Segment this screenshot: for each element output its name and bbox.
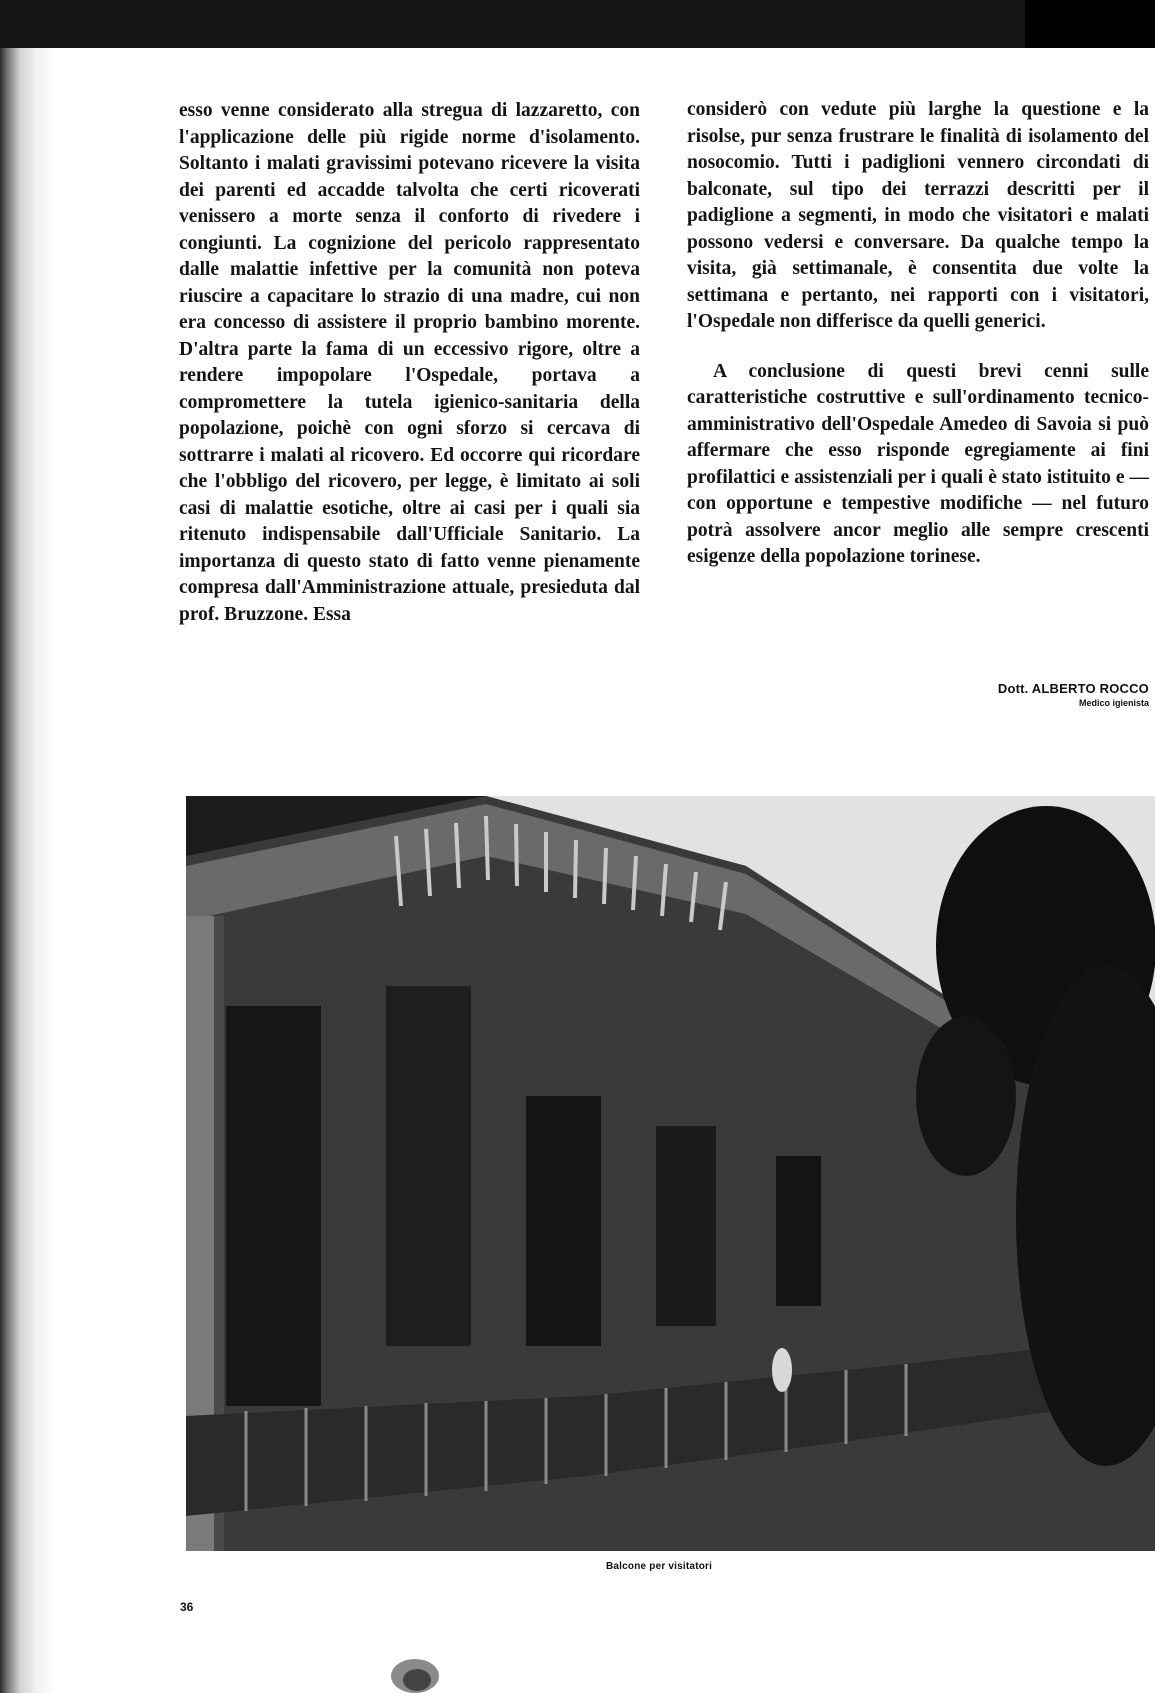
article-right-column [687,97,1149,571]
balcony-photo [186,796,1155,1551]
right-paragraph-2: A conclusione di questi brevi cenni sulle caratteristiche costruttive e sull'ordinamento tecnico-amministrativo dell'Ospedale Amedeo di Savoia si può affermare che esso risponde egregiamente ai fini profilattici e assistenziali per i quali è stato istituito e — con opportune e tempestive modifiche — nel futuro potrà assolvere ancor meglio alle sempre crescenti esigenze della popolazione torinese. [687,360,1149,567]
left-column-text: esso venne considerato alla stregua di lazzaretto, con l'applicazione delle più rigide norme d'isolamento. Soltanto i malati gravissimi potevano ricevere la visita dei parenti ed accadde talvolta che certi ricoverati venissero a morte senza il conforto di rivedere i congiunti. La cognizione del pericolo rappresentato dalle malattie infettive per la comunità non poteva riuscire a capacitare lo strazio di una madre, cui non era concesso di assistere il proprio bambino morente. D'altra parte la fama di un eccessivo rigore, oltre a rendere impopolare l'Ospedale, portava a compromettere la tutela igienico-sanitaria della popolazione, poichè con ogni sforzo si cercava di sottrarre i malati al ricovero. Ed occorre qui ricordare che l'obbligo del ricovero, per legge, è limitato ai soli casi di malattie esotiche, oltre ai casi per i quali sia ritenuto indispensabile dall'Ufficiale Sanitario. La importanza di questo stato di fatto venne pienamente compresa dall'Amministrazione attuale, presieduta dal prof. Bruzzone. Essa [179,100,640,625]
author-title: Medico igienista [1078,698,1149,708]
balcony-photo-illustration [186,796,1155,1551]
author-name: Dott. ALBERTO ROCCO [997,681,1149,696]
author-signature [998,681,1149,708]
photo-caption: Balcone per visitatori [606,1561,713,1572]
scan-corner [1025,0,1155,48]
binding-shadow [0,48,58,1693]
page-number: 36 [180,1600,194,1614]
right-paragraph-1: considerò con vedute più larghe la questione e la risolse, pur senza frustrare le finalità di isolamento del nosocomio. Tutti i padiglioni vennero circondati di balconate, sul tipo dei terrazzi descritti per il padiglione a segmenti, in modo che visitatori e malati possono vedersi e conversare. Da qualche tempo la visita, già settimanale, è consentita due volte la settimana e pertanto, nei rapporti con i visitatori, l'Ospedale non differisce da quelli generici. [687,99,1149,332]
magazine-page [0,48,1155,1693]
article-left-column [179,98,640,628]
scan-smudge [383,1636,447,1693]
